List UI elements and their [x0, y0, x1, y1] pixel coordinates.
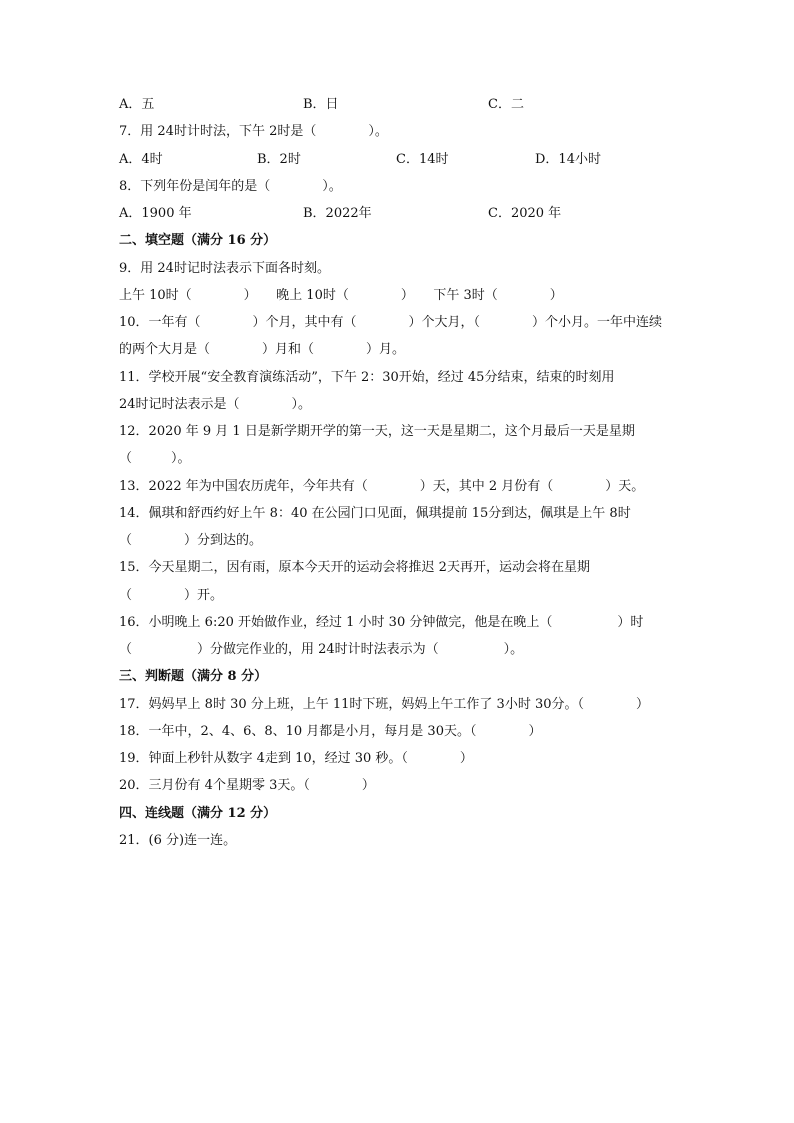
- q14-line2: （ ）分到达的。: [119, 533, 263, 548]
- q8-option-b: B．2022年: [303, 206, 372, 221]
- q16-line1: 16．小明晚上 6:20 开始做作业，经过 1 小时 30 分钟做完，他是在晚上（ ）时: [119, 615, 644, 630]
- q14-line1: 14．佩琪和舒西约好上午 8：40 在公园门口见面，佩琪提前 15分到达，佩琪是上午 8时: [119, 506, 631, 521]
- q12-line1: 12．2020 年 9 月 1 日是新学期开学的第一天，这一天是星期二，这个月最后一天是星期: [119, 424, 635, 439]
- q10-line2: 的两个大月是（ ）月和（ ）月。: [119, 342, 406, 357]
- q17-text: 17．妈妈早上 8时 30 分上班，上午 11时下班，妈妈上午工作了 3小时 30分。（ ）: [119, 697, 650, 712]
- q7-option-c: C．14时: [396, 152, 449, 167]
- q10-line1: 10．一年有（ ）个月，其中有（ ）个大月，（ ）个小月。一年中连续: [119, 315, 663, 330]
- q20-text: 20．三月份有 4个星期零 3天。（ ）: [119, 778, 375, 793]
- q13-text: 13．2022 年为中国农历虎年，今年共有（ ）天，其中 2 月份有（ ）天。: [119, 479, 645, 494]
- q18-text: 18．一年中，2、4、6、8、10 月都是小月，每月是 30天。（ ）: [119, 724, 542, 739]
- q11-line1: 11．学校开展“安全教育演练活动”，下午 2：30开始，经过 45分结束，结束的时刻用: [119, 370, 615, 385]
- q21-text: 21．(6 分)连一连。: [119, 833, 237, 848]
- q9-blanks: 上午 10时（ ） 晚上 10时（ ） 下午 3时（ ）: [119, 288, 563, 303]
- q6-option-b: B．日: [303, 97, 339, 112]
- q7-option-a: A．4时: [119, 152, 163, 167]
- q8-option-c: C．2020 年: [488, 206, 562, 221]
- q8-option-a: A．1900 年: [119, 206, 192, 221]
- q15-line1: 15．今天星期二，因有雨，原本今天开的运动会将推迟 2天再开，运动会将在星期: [119, 560, 590, 575]
- q6-option-c: C．二: [488, 97, 524, 112]
- q8-text: 8．下列年份是闰年的是（ ）。: [119, 179, 342, 194]
- q9-text: 9．用 24时记时法表示下面各时刻。: [119, 261, 330, 276]
- q12-line2: （ ）。: [119, 451, 191, 466]
- section4-heading: 四、连线题（满分 12 分）: [119, 806, 277, 821]
- q7-option-d: D．14小时: [535, 152, 601, 167]
- q11-line2: 24时记时法表示是（ ）。: [119, 397, 312, 412]
- q19-text: 19．钟面上秒针从数字 4走到 10，经过 30 秒。（ ）: [119, 751, 473, 766]
- section3-heading: 三、判断题（满分 8 分）: [119, 669, 268, 684]
- q7-option-b: B．2时: [257, 152, 301, 167]
- q16-line2: （ ）分做完作业的，用 24时计时法表示为（ ）。: [119, 642, 524, 657]
- section2-heading: 二、填空题（满分 16 分）: [119, 233, 277, 248]
- q6-option-a: A．五: [119, 97, 155, 112]
- q7-text: 7．用 24时计时法，下午 2时是（ ）。: [119, 124, 388, 139]
- q15-line2: （ ）开。: [119, 588, 224, 603]
